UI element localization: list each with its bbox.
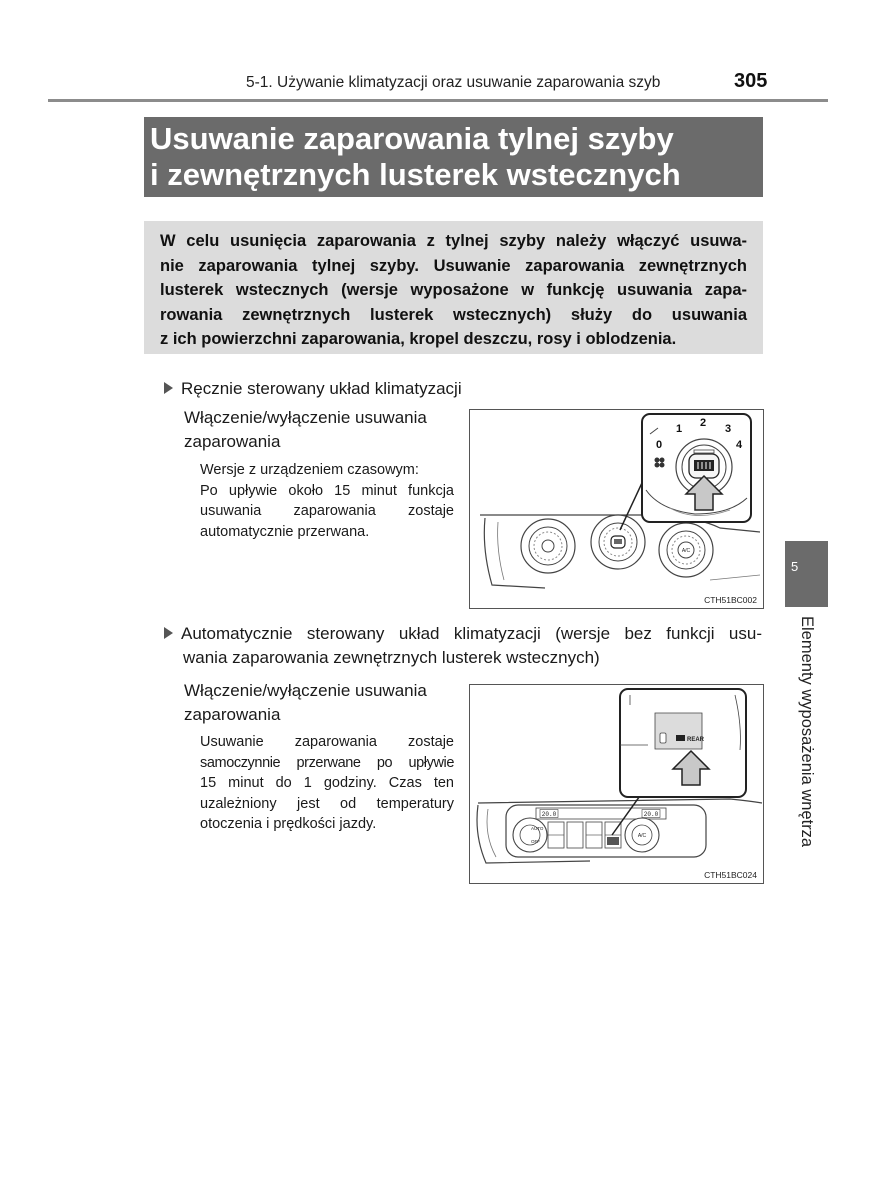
header-rule <box>48 99 828 102</box>
intro-box <box>144 221 763 354</box>
figure-manual-ac <box>469 409 764 609</box>
display-temp-left: 20.0 <box>541 811 557 818</box>
triangle-bullet-icon <box>164 382 173 394</box>
figure-code: CTH51BC002 <box>704 595 757 605</box>
triangle-bullet-icon <box>164 627 173 639</box>
dial-number: 4 <box>736 439 743 451</box>
intro-line: nie zaparowania tylnej szyby. Usuwanie zaparowania zewnętrznych <box>160 256 747 275</box>
section2-subtitle <box>184 679 427 727</box>
section1-heading <box>164 377 462 401</box>
desc-line: 15 minut do 1 godziny. Czas ten <box>200 775 454 791</box>
section1-description <box>200 460 454 542</box>
desc-line: uzależniony jest od temperatury <box>200 795 454 812</box>
desc-line: Po upływie około 15 minut funkcja <box>200 482 454 499</box>
left-temperature-dial <box>513 818 547 852</box>
dial-number: 2 <box>700 417 707 429</box>
figure-auto-ac <box>469 684 764 884</box>
ac-button-label: A/C <box>637 833 647 839</box>
figure-code: CTH51BC024 <box>704 870 757 880</box>
subtitle-line: Włączenie/wyłączenie usuwania <box>184 408 427 427</box>
fan-dial-middle <box>591 515 645 569</box>
manual-ac-panel-illustration <box>470 410 764 609</box>
intro-line: lusterek wstecznych (wersje wyposażone w funkcję usuwania zapa- <box>160 281 747 299</box>
rear-defogger-icon <box>676 735 685 741</box>
fan-dial-left <box>521 519 575 573</box>
intro-line: W celu usunięcia zaparowania z tylnej szyby należy włączyć usuwa- <box>160 232 747 250</box>
ac-dial-label: A/C <box>681 548 691 554</box>
title-line-2: i zewnętrznych lusterek wstecznych <box>150 157 681 192</box>
dial-number: 3 <box>725 423 732 435</box>
section2-heading-line-1 <box>164 622 762 646</box>
section2-heading <box>164 622 762 670</box>
heading-text: Automatycznie sterowany układ klimatyzacji (wersje bez funkcji usu- <box>181 624 762 643</box>
right-temperature-dial <box>625 818 659 852</box>
chapter-tab <box>785 541 828 607</box>
intro-line: z ich powierzchni zaparowania, kropel deszczu, rosy i oblodzenia. <box>160 330 677 348</box>
section2-heading-line-2: wania zaparowania zewnętrznych lusterek wstecznych) <box>183 648 600 667</box>
running-header: 5-1. Używanie klimatyzacji oraz usuwanie zaparowania szyb <box>246 74 661 91</box>
desc-line: Usuwanie zaparowania zostaje <box>200 734 454 750</box>
intro-line: rowania zewnętrznych lusterek wstecznych) służy do usuwania <box>160 305 747 324</box>
display-temp-right: 20.0 <box>643 811 659 818</box>
rear-button-label: REAR <box>687 737 705 743</box>
desc-line: otoczenia i prędkości jazdy. <box>200 816 377 832</box>
desc-line: usuwania zaparowania zostaje <box>200 503 454 519</box>
auto-ac-panel-illustration <box>470 685 764 884</box>
subtitle-line: zaparowania <box>184 705 281 724</box>
desc-line: automatycznie przerwana. <box>200 523 370 540</box>
dial-number: 0 <box>656 439 663 451</box>
subtitle-line: zaparowania <box>184 432 281 451</box>
section-title-box <box>144 117 763 197</box>
page-number: 305 <box>734 70 768 92</box>
temperature-dial-right <box>659 523 713 577</box>
subtitle-line: Włączenie/wyłączenie usuwania <box>184 681 427 700</box>
dial-number: 1 <box>676 423 683 435</box>
section2-description <box>200 732 454 835</box>
desc-line: Wersje z urządzeniem czasowym: <box>200 462 419 478</box>
desc-line: samoczynnie przerwane po upływie <box>200 754 454 771</box>
chapter-label: Elementy wyposażenia wnętrza <box>798 616 816 848</box>
section1-heading-text: Ręcznie sterowany układ klimatyzacji <box>181 379 462 398</box>
off-button-label: OFF <box>531 839 540 844</box>
section1-subtitle <box>184 406 427 454</box>
auto-button-label: AUTO <box>531 826 544 831</box>
title-line-1: Usuwanie zaparowania tylnej szyby <box>150 121 674 156</box>
chapter-number: 5 <box>791 559 799 574</box>
